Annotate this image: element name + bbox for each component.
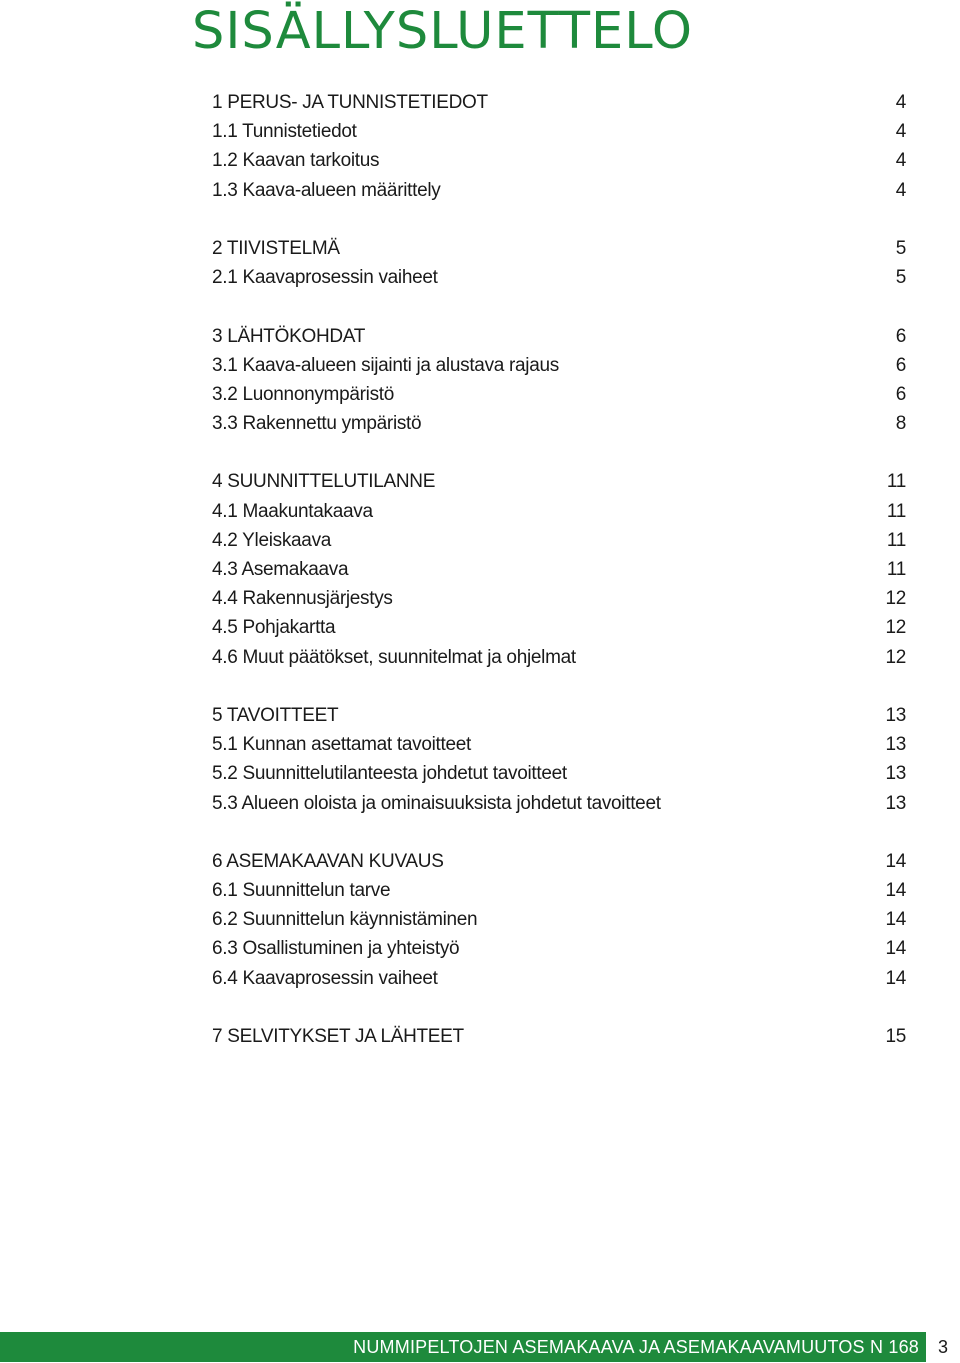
toc-entry-label: 5.1 Kunnan asettamat tavoitteet [212, 734, 471, 756]
table-of-contents [212, 88, 906, 1080]
toc-entry [212, 964, 906, 993]
toc-entry-label: 2.1 Kaavaprosessin vaiheet [212, 267, 438, 289]
toc-entry [212, 1022, 906, 1051]
toc-entry-label: 6 ASEMAKAAVAN KUVAUS [212, 850, 444, 872]
toc-entry-page: 6 [895, 354, 906, 376]
toc-entry-label: 4 SUUNNITTELUTILANNE [212, 471, 436, 493]
toc-section [212, 1022, 906, 1051]
toc-entry-label: 7 SELVITYKSET JA LÄHTEET [212, 1026, 464, 1047]
toc-entry-page: 15 [885, 1026, 906, 1047]
toc-entry-page: 12 [885, 617, 906, 639]
toc-entry [212, 555, 906, 584]
toc-entry [212, 88, 906, 117]
toc-entry [212, 643, 906, 672]
toc-entry-label: 2 TIIVISTELMÄ [212, 237, 340, 259]
toc-entry [212, 351, 906, 380]
toc-entry [212, 847, 906, 876]
toc-entry-page: 8 [895, 413, 906, 435]
toc-entry-label: 3.1 Kaava-alueen sijainti ja alustava rajaus [212, 354, 559, 376]
toc-entry [212, 497, 906, 526]
toc-entry-page: 14 [885, 880, 906, 902]
toc-entry-page: 11 [886, 529, 906, 551]
toc-entry-page: 13 [885, 704, 906, 726]
toc-entry [212, 467, 906, 496]
toc-entry-page: 14 [885, 909, 906, 931]
toc-entry [212, 584, 906, 613]
toc-entry-label: 4.6 Muut päätökset, suunnitelmat ja ohjelmat [212, 646, 576, 668]
toc-entry-page: 6 [895, 325, 906, 347]
toc-entry [212, 117, 906, 146]
toc-entry-label: 1.1 Tunnistetiedot [212, 121, 357, 143]
toc-entry-page: 13 [885, 734, 906, 756]
toc-entry-page: 4 [895, 92, 906, 113]
toc-entry-label: 1.3 Kaava-alueen määrittely [212, 179, 441, 201]
toc-entry [212, 146, 906, 175]
toc-entry [212, 263, 906, 292]
toc-entry-label: 5.3 Alueen oloista ja ominaisuuksista johdetut tavoitteet [212, 792, 661, 814]
toc-entry-label: 4.5 Pohjakartta [212, 617, 336, 639]
toc-entry-label: 1.2 Kaavan tarkoitus [212, 150, 380, 172]
toc-entry-page: 5 [895, 237, 906, 259]
toc-entry [212, 934, 906, 963]
toc-entry-label: 6.1 Suunnittelun tarve [212, 880, 391, 902]
toc-entry-label: 3.3 Rakennettu ympäristö [212, 413, 422, 435]
toc-entry-page: 11 [886, 559, 906, 580]
toc-section [212, 88, 906, 205]
toc-entry-label: 6.4 Kaavaprosessin vaiheet [212, 967, 438, 989]
toc-entry-page: 14 [885, 938, 906, 960]
toc-entry-label: 6.2 Suunnittelun käynnistäminen [212, 909, 478, 931]
toc-entry-page: 4 [895, 150, 906, 172]
toc-entry [212, 526, 906, 555]
footer-document-title: NUMMIPELTOJEN ASEMAKAAVA JA ASEMAKAAVAMUUTOS N 168 [353, 1337, 919, 1357]
toc-section [212, 701, 906, 818]
toc-entry-page: 13 [885, 763, 906, 785]
toc-section [212, 234, 906, 292]
toc-entry [212, 701, 906, 730]
toc-entry-label: 3.2 Luonnonympäristö [212, 383, 395, 405]
toc-entry-label: 5 TAVOITTEET [212, 704, 339, 726]
toc-section [212, 322, 906, 439]
toc-entry-page: 4 [895, 179, 906, 201]
toc-entry-page: 11 [886, 471, 906, 493]
toc-section [212, 847, 906, 993]
toc-entry [212, 613, 906, 642]
toc-entry [212, 380, 906, 409]
toc-entry-page: 6 [895, 383, 906, 405]
toc-entry-page: 11 [886, 500, 906, 522]
toc-entry-page: 5 [895, 267, 906, 289]
toc-entry [212, 759, 906, 788]
toc-entry-page: 12 [885, 646, 906, 668]
footer-bar [0, 1332, 926, 1362]
page-number: 3 [937, 1337, 948, 1357]
toc-entry-label: 4.1 Maakuntakaava [212, 500, 373, 522]
toc-section [212, 467, 906, 671]
toc-entry-label: 4.2 Yleiskaava [212, 529, 332, 551]
toc-entry-page: 13 [885, 792, 906, 814]
toc-entry [212, 876, 906, 905]
toc-entry-label: 4.4 Rakennusjärjestys [212, 588, 393, 610]
toc-entry-page: 4 [895, 121, 906, 143]
toc-entry-label: 4.3 Asemakaava [212, 559, 349, 580]
toc-entry-label: 1 PERUS- JA TUNNISTETIEDOT [212, 92, 488, 113]
toc-entry-page: 12 [885, 588, 906, 610]
page-title: SISÄLLYSLUETTELO [192, 2, 693, 61]
toc-entry [212, 234, 906, 263]
toc-entry [212, 409, 906, 438]
toc-entry-label: 3 LÄHTÖKOHDAT [212, 325, 366, 347]
toc-entry-label: 5.2 Suunnittelutilanteesta johdetut tavoitteet [212, 763, 567, 785]
toc-entry [212, 322, 906, 351]
toc-entry-page: 14 [885, 967, 906, 989]
toc-entry [212, 905, 906, 934]
toc-entry-page: 14 [885, 850, 906, 872]
toc-entry-label: 6.3 Osallistuminen ja yhteistyö [212, 938, 460, 960]
toc-entry [212, 176, 906, 205]
toc-entry [212, 789, 906, 818]
toc-entry [212, 730, 906, 759]
